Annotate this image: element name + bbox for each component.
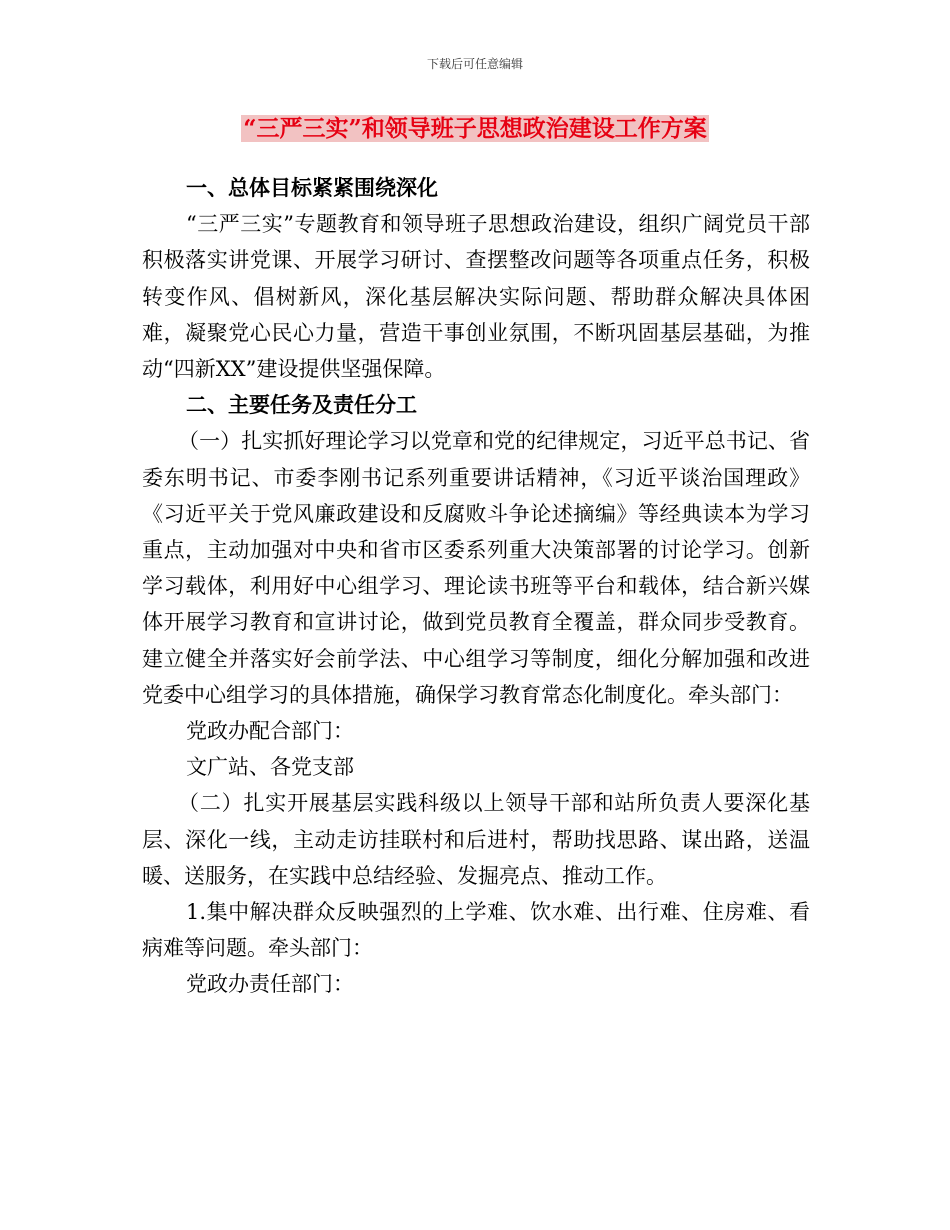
paragraph-overall-goal: “三严三实”专题教育和领导班子思想政治建设，组织广阔党员干部积极落实讲党课、开展学习研讨、查摆整改问题等各项重点任务，积极转变作风、倡树新风，深化基层解决实际问题、帮助群众解决具体困难，凝聚党心民心力量，营造干事创业氛围，不断巩固基层基础，为推动“四新XX”建设提供坚强保障。 (142, 212, 810, 382)
document-title-text: “三严三实”和领导班子思想政治建设工作方案 (243, 115, 707, 142)
header-note: 下载后可任意编辑 (426, 57, 523, 71)
paragraph-responsible-dept: 党政办责任部门： (186, 972, 354, 997)
paragraph-coop-dept: 党政办配合部门： (186, 719, 354, 744)
paragraph-grassroots-practice: （二）扎实开展基层实践科级以上领导干部和站所负责人要深化基层、深化一线，主动走访挂联村和后进村，帮助找思路、谋出路，送温暖、送服务，在实践中总结经验、发掘亮点、推动工作。 (142, 791, 810, 888)
paragraph-theory-study: （一）扎实抓好理论学习以党章和党的纪律规定，习近平总书记、省委东明书记、市委李刚书记系列重要讲话精神，《习近平谈治国理政》《习近平关于党风廉政建设和反腐败斗争论述摘编》等经典读本为学习重点，主动加强对中央和省市区委系列重大决策部署的讨论学习。创新学习载体，利用好中心组学习、理论读书班等平台和载体，结合新兴媒体开展学习教育和宣讲讨论，做到党员教育全覆盖，群众同步受教育。建立健全并落实好会前学法、中心组学习等制度，细化分解加强和改进党委中心组学习的具体措施，确保学习教育常态化制度化。牵头部门： (142, 429, 810, 707)
paragraph-item-1: 1.集中解决群众反映强烈的上学难、饮水难、出行难、住房难、看病难等问题。牵头部门： (142, 900, 810, 961)
section-heading-2: 二、主要任务及责任分工 (186, 392, 417, 418)
paragraph-dept-list: 文广站、各党支部 (186, 755, 354, 780)
section-heading-1: 一、总体目标紧紧围绕深化 (186, 175, 438, 200)
document-body (142, 170, 810, 1003)
document-title (0, 112, 950, 146)
